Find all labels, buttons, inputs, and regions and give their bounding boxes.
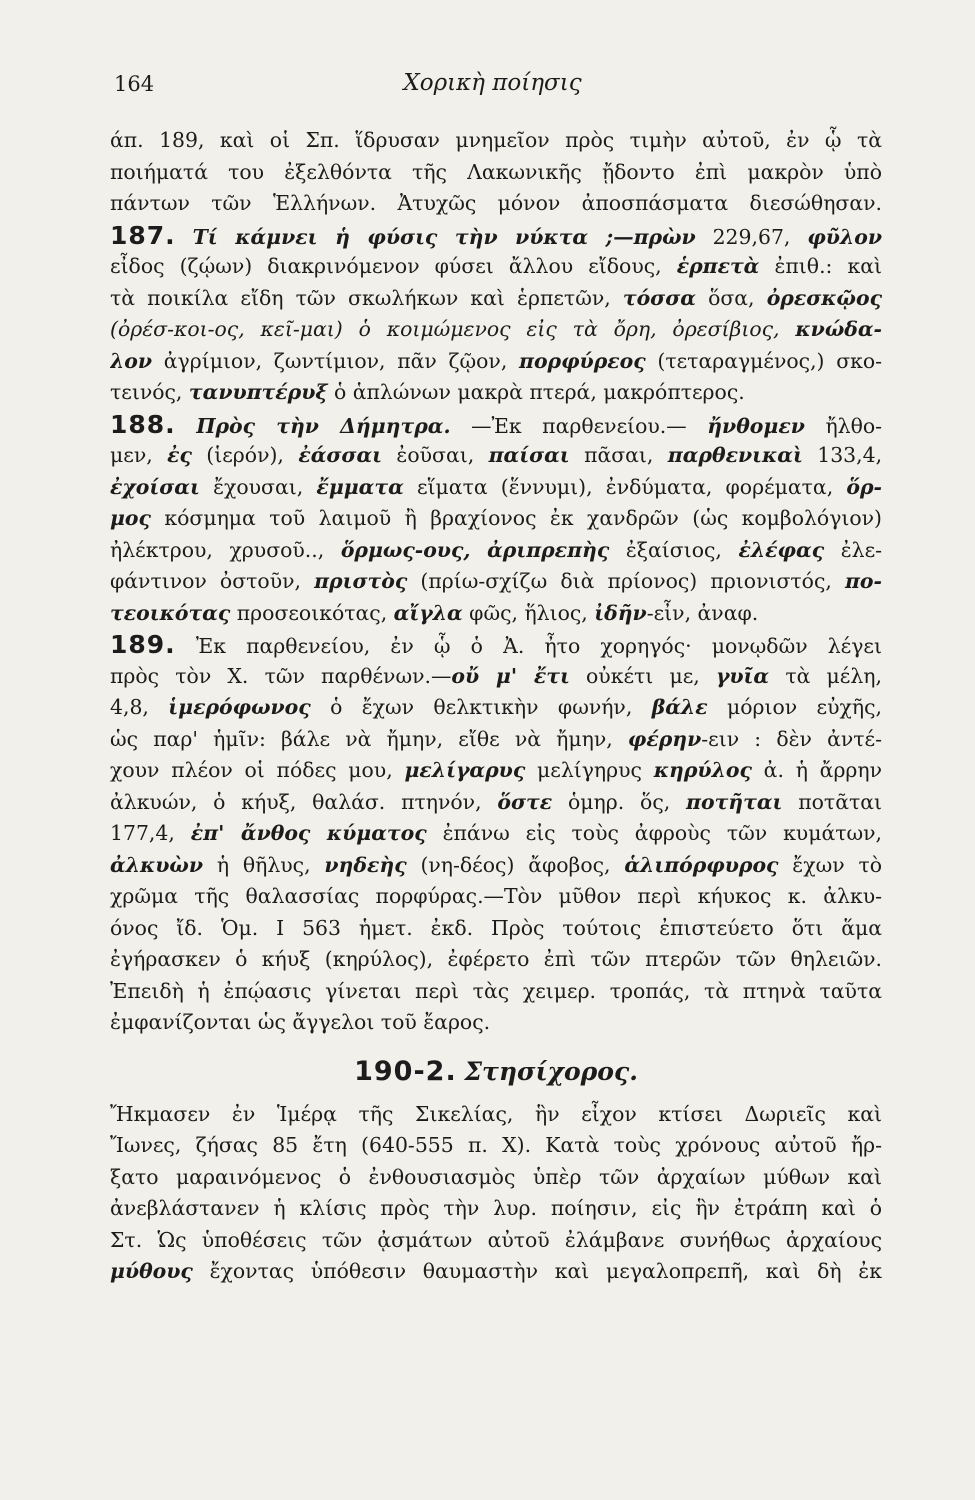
gloss: πρὸς τὸν Χ. τῶν παρθένων.— (110, 663, 452, 688)
text-line: Ἐπειδὴ ἡ ἐπῴασις γίνεται περὶ τὰς χειμερ. τροπάς, τὰ πτηνὰ ταῦτα (110, 978, 882, 1003)
gloss: ὅσα, (708, 285, 755, 310)
running-title: Χορικὴ ποίησις (403, 70, 582, 96)
lemma: ἱμερόφωνος (168, 695, 311, 719)
lemma: κνώδα- (795, 317, 882, 341)
lemma: ἑρπετὰ (676, 254, 760, 278)
gloss: ἐπιθ.: καὶ (774, 254, 882, 278)
text-line: πάντων τῶν Ἑλλήνων. Ἀτυχῶς μόνον ἀποσπάσματα διεσώθησαν. (110, 191, 882, 215)
gloss: πᾶσαι, (584, 443, 654, 467)
lemma: φῦλον (807, 224, 882, 249)
lemma: ὅρμως-ους, (340, 537, 471, 562)
lemma: ὅρ- (846, 474, 882, 499)
gloss: ἀγρίμιον, ζωντίμιον, πᾶν ζῷον, (163, 348, 508, 373)
gloss: μελίγηρυς (537, 758, 642, 782)
gloss: -ειν : δὲν ἀντέ- (701, 726, 882, 751)
text-line: Ἴωνες, ζήσας 85 ἔτη (640-555 π. Χ). Κατὰ τοὺς χρόνους αὐτοῦ ἤρ- (110, 1133, 882, 1157)
gloss: ἐοῦσαι, (396, 443, 475, 467)
gloss: ἐλε- (840, 537, 882, 562)
entry-187-line (110, 220, 882, 252)
gloss: —Ἐκ παρθενείου.— (471, 413, 687, 438)
gloss: εἵματα (ἕννυμι), ἐνδύματα, φορέματα, (416, 474, 834, 499)
text-line (110, 283, 882, 315)
gloss: (ὀρέσ-κοι-ος, κεῖ-μαι) ὁ κοιμώμενος εἰς τὰ ὄρη, ὀρεσίβιος, (110, 317, 780, 341)
lemma: τεοικότας (110, 600, 231, 625)
text-line (110, 850, 882, 882)
text-line: χρῶμα τῆς θαλασσίας πορφύρας.—Τὸν μῦθον περὶ κήυκος κ. ἀλκυ- (110, 884, 882, 908)
lemma: ἐλέφας (738, 537, 825, 562)
gloss: μόριον εὐχῆς, (727, 695, 882, 719)
text-line: ἐγήρασκεν ὁ κήυξ (κηρύλος), ἐφέρετο ἐπὶ τῶν πτερῶν τῶν θηλειῶν. (110, 947, 882, 971)
gloss: ἀλκυών, ὁ κήυξ, θαλάσ. πτηνόν, (110, 789, 482, 814)
gloss: μεν, (110, 443, 153, 467)
gloss: ἤλθο- (825, 413, 882, 438)
gloss: ὁ ἁπλώνων μακρὰ πτερά, μακρόπτερος. (333, 380, 745, 404)
page-number: 164 (114, 72, 155, 96)
lemma: μος (110, 506, 151, 530)
lemma: φέρην (627, 726, 702, 751)
lemma: ἐπ' ἄνθος κύματος (190, 821, 427, 845)
gloss: εἶδος (ζῴων) διακρινόμενον φύσει ἄλλου εἴδους, (110, 254, 662, 278)
text-line (110, 755, 882, 787)
gloss: (τεταραγμένος,) σκο- (657, 348, 882, 373)
gloss: (νη-δέος) ἄφοβος, (420, 852, 611, 877)
section-title: Στησίχορος. (464, 1056, 638, 1086)
lemma: βάλε (651, 695, 708, 719)
lemma: ἰδῆν (594, 600, 647, 625)
lemma: γυῖα (715, 663, 770, 688)
text-line: όνος ἴδ. Ὁμ. Ι 563 ἡμετ. ἐκδ. Πρὸς τούτοις ἐπιστεύετο ὅτι ἅμα (110, 915, 882, 940)
gloss: φῶς, ἥλιος, (469, 600, 588, 625)
lemma: νηδεὴς (324, 852, 407, 877)
lemma: ποτῆται (686, 789, 783, 814)
lemma: Τί κάμνει ἡ φύσις τὴν νύκτα ;—πρὼν (192, 224, 696, 249)
gloss: ποτᾶται (798, 789, 882, 814)
gloss: χουν πλέον οἱ πόδες μου, (110, 758, 393, 782)
text-line: ἀνεβλάστανεν ἡ κλίσις πρὸς τὴν λυρ. ποίησιν, εἰς ἣν ἐτράπη καὶ ὁ (110, 1196, 882, 1220)
gloss: Ἐκ παρθενείου, ἐν ᾧ ὁ Ἀ. ἦτο χορηγός· μονῳδῶν λέγει (195, 634, 882, 658)
gloss: ἔχων τὸ (792, 852, 882, 877)
text-line (110, 724, 882, 756)
text-line (110, 472, 882, 504)
entry-188-line (110, 409, 882, 441)
lemma: Πρὸς τὴν Δήμητρα. (196, 413, 451, 438)
text-line (110, 692, 882, 724)
text-line (110, 661, 882, 693)
lemma: τανυπτέρυξ (188, 380, 328, 404)
lemma: μύθους (110, 1259, 193, 1283)
gloss: ἔχουσαι, (213, 474, 304, 499)
gloss: ἐπάνω εἰς τοὺς ἀφροὺς τῶν κυμάτων, (442, 821, 882, 845)
text-line: ἐμφανίζονται ὡς ἄγγελοι τοῦ ἔαρος. (110, 1010, 491, 1034)
text-line: Στ. Ὡς ὑποθέσεις τῶν ᾀσμάτων αὐτοῦ ἐλάμβανε συνήθως ἀρχαίους (110, 1227, 882, 1252)
lemma: κηρύλος (653, 758, 752, 782)
page-text (110, 125, 882, 1288)
gloss: προσεοικότας, (236, 600, 388, 625)
gloss: 229,67, (712, 224, 791, 249)
lemma: οὔ μ' ἔτι (451, 663, 570, 688)
gloss: (ἱερόν), (206, 443, 284, 467)
gloss: ὡς παρ' ἡμῖν: βάλε νὰ ἤμην, εἴθε νὰ ἤμην, (110, 726, 613, 751)
lemma: ἔμματα (316, 474, 404, 499)
text-line: ξατο μαραινόμενος ὁ ἐνθουσιασμὸς ὑπὲρ τῶν ἀρχαίων μύθων καὶ (110, 1164, 882, 1189)
entry-number: 187. (110, 220, 176, 250)
lemma: ἐχοίσαι (110, 474, 200, 499)
text-line (110, 566, 882, 598)
text-line (110, 314, 882, 346)
lemma: αἴγλα (393, 600, 463, 625)
text-line (110, 377, 882, 409)
entry-number: 189. (110, 630, 176, 659)
text-line (110, 598, 882, 630)
text-line (110, 787, 882, 819)
gloss: κόσμημα τοῦ λαιμοῦ ἢ βραχίονος ἐκ χανδρῶν (ὡς κομβολόγιον) (164, 506, 882, 530)
gloss: 133,4, (817, 443, 882, 467)
text-line (110, 1256, 882, 1288)
lemma: ἀλκυὼν (110, 852, 203, 877)
lemma: παρθενικαὶ (667, 443, 803, 467)
text-line: ποιήματά του ἐξελθόντα τῆς Λακωνικῆς ᾔδοντο ἐπὶ μακρὸν ὑπὸ (110, 159, 882, 184)
lemma: ἐς (167, 443, 192, 467)
gloss: ὁμηρ. ὅς, (568, 789, 671, 814)
lemma: τόσσα (622, 285, 696, 310)
gloss: φάντινον ὀστοῦν, (110, 569, 301, 593)
lemma: ἤνθομεν (707, 413, 805, 438)
gloss: -εἶν, ἀναφ. (646, 600, 759, 625)
lemma: λον (110, 348, 153, 373)
gloss: ὁ ἔχων θελκτικὴν φωνήν, (330, 695, 633, 719)
gloss: οὐκέτι με, (586, 663, 700, 688)
text-line (110, 346, 882, 378)
text-line: άπ. 189, καὶ οἱ Σπ. ἵδρυσαν μνημεῖον πρὸς τιμὴν αὐτοῦ, ἐν ᾧ τὰ (110, 128, 882, 152)
text-line (110, 440, 882, 472)
lemma: ὀρεσκῷος (766, 285, 882, 310)
lemma: μελίγαρυς (404, 758, 526, 782)
gloss: τὰ μέλη, (785, 663, 882, 688)
gloss: 177,4, (110, 821, 175, 845)
gloss: ἀ. ἡ ἄρρην (763, 758, 882, 782)
lemma: ὅστε (497, 789, 553, 814)
lemma: πριστὸς (314, 569, 408, 593)
gloss: (πρίω-σχίζω διὰ πρίονος) πριονιστός, (420, 569, 832, 593)
text-line (110, 503, 882, 535)
gloss: 4,8, (110, 695, 149, 719)
text-line (110, 251, 882, 283)
lemma: πο- (845, 569, 882, 593)
gloss: τεινός, (110, 380, 183, 404)
lemma: πορφύρεος (519, 348, 646, 373)
gloss: ἠλέκτρου, χρυσοῦ.., (110, 537, 325, 562)
lemma: ἀριπρεπὴς (487, 537, 610, 562)
gloss: ἡ θῆλυς, (216, 852, 311, 877)
gloss: ἔχοντας ὑπόθεσιν θαυμαστὴν καὶ μεγαλοπρεπῆ, καὶ δὴ ἐκ (209, 1259, 882, 1283)
section-heading (110, 1039, 882, 1099)
gloss: ἐξαίσιος, (625, 537, 722, 562)
page-header (110, 66, 875, 106)
lemma: ἁλιπόρφυρος (624, 852, 779, 877)
text-line: Ἤκμασεν ἐν Ἱμέρᾳ τῆς Σικελίας, ἣν εἶχον κτίσει Δωριεῖς καὶ (110, 1101, 882, 1126)
section-number: 190-2. (354, 1055, 457, 1087)
entry-189-line (110, 629, 882, 661)
text-line (110, 818, 882, 850)
lemma: παίσαι (488, 443, 570, 467)
entry-number: 188. (110, 409, 176, 439)
gloss: τὰ ποικίλα εἴδη τῶν σκωλήκων καὶ ἑρπετῶν, (110, 285, 611, 310)
text-line (110, 535, 882, 567)
lemma: ἐάσσαι (298, 443, 383, 467)
